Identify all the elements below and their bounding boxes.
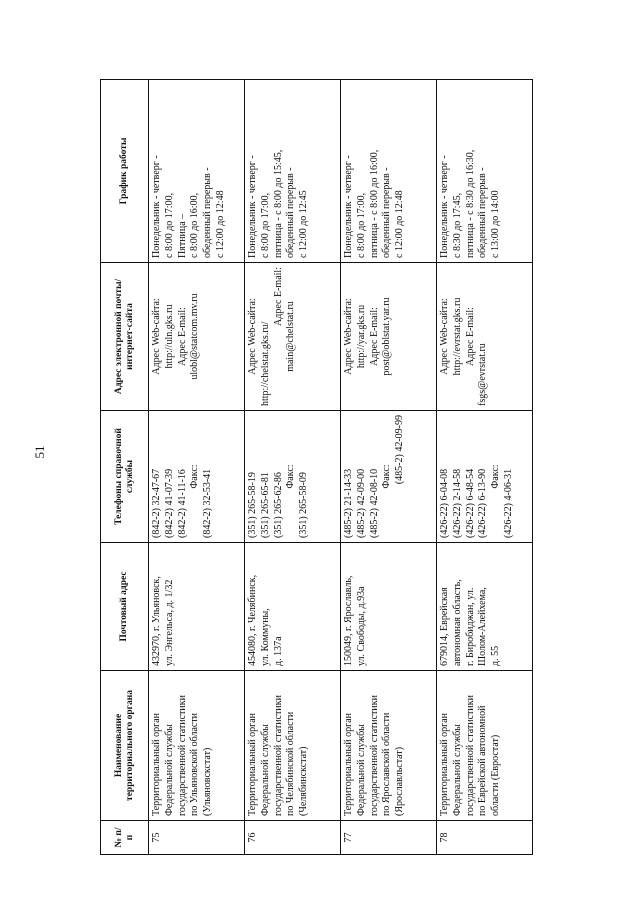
organ-name-line: по Ульяновской области: [189, 712, 201, 816]
work-schedule: [341, 80, 437, 263]
email-website-line: Адрес Web-сайта:: [343, 298, 354, 375]
work-schedule: [437, 80, 533, 263]
organ-name: [437, 671, 533, 821]
work-schedule-line: обеденный перерыв -: [202, 167, 214, 258]
organ-name-line: государственной статистики: [272, 695, 284, 816]
work-schedule-line: Понедельник - четверг -: [439, 155, 450, 258]
organ-name-line: государственной статистики: [464, 695, 476, 816]
postal-address: [437, 543, 533, 671]
header-schedule: График работы: [101, 80, 149, 263]
phones: [341, 411, 437, 543]
phones-line: (351) 265-65-81: [259, 472, 271, 538]
email-website-line: ulobl@statcom.mv.ru: [189, 293, 201, 380]
work-schedule-line: Понедельник - четверг -: [247, 155, 258, 258]
organ-name-line: Федеральной службы: [355, 724, 367, 816]
work-schedule-line: с 12:00 до 12:45: [298, 190, 310, 258]
phones-line: Факс:: [490, 464, 502, 489]
postal-address-line: 150049, г. Ярославль,: [343, 575, 354, 666]
phones-line: (351) 265-62-86: [272, 472, 284, 538]
organ-name-line: по Ярославской области: [381, 712, 393, 816]
row-number: 77: [341, 821, 437, 855]
email-website-line: Адрес E-mail:: [368, 307, 380, 366]
phones: [437, 411, 533, 543]
email-website-line: main@chelstat.ru: [285, 301, 297, 372]
organ-name: [341, 671, 437, 821]
table-row: [437, 80, 533, 855]
organ-name-line: Территориальный орган: [151, 713, 162, 816]
work-schedule-line: пятница - с 8:30 до 16:30,: [464, 149, 476, 258]
email-website-line: http://yar.gks.ru: [355, 304, 367, 369]
organ-name-line: (Ярославльстат): [394, 746, 406, 816]
table-row: [149, 80, 245, 855]
row-number: 76: [245, 821, 341, 855]
work-schedule-line: с 8:00 до 17:00,: [163, 192, 175, 258]
postal-address-line: ул. Энгельса, д. 1/32: [163, 579, 175, 666]
email-website: [341, 263, 437, 411]
work-schedule-line: с 8:30 до 17:45,: [451, 192, 463, 258]
header-address: Почтовый адрес: [101, 543, 149, 671]
organ-name-line: государственной статистики: [176, 695, 188, 816]
email-website-line: Адрес Web-сайта:: [439, 298, 450, 375]
postal-address: [245, 543, 341, 671]
postal-address-line: 679014, Еврейская: [439, 587, 450, 666]
phones-line: Факс:: [285, 464, 297, 489]
work-schedule-line: обеденный перерыв -: [381, 167, 393, 258]
work-schedule-line: с 8:00 до 16:00,: [189, 192, 201, 258]
phones-line: (485-2) 42-09-00: [355, 468, 367, 538]
email-website-line: http://uln.gks.ru: [163, 304, 175, 369]
row-number: 75: [149, 821, 245, 855]
phones-line: (485-2) 21-14-33: [343, 468, 354, 538]
phones-line: (842-2) 32-53-41: [202, 468, 214, 538]
row-number: 78: [437, 821, 533, 855]
email-website-line: fsgs@evrstat.ru: [477, 343, 489, 406]
organ-name-line: (Челябинскстат): [298, 746, 310, 816]
organ-name-line: по Челябинской области: [285, 711, 297, 816]
phones: [149, 411, 245, 543]
email-website-line: Адрес E-mail:: [272, 267, 284, 326]
postal-address-line: автономная область,: [451, 579, 463, 666]
rotated-table-container: [100, 80, 532, 855]
table-row: [341, 80, 437, 855]
work-schedule-line: с 13:00 до 14:00: [490, 190, 502, 258]
phones-line: (426-22) 2-14-58: [451, 468, 463, 538]
email-website-line: Адрес Web-сайта:: [151, 298, 162, 375]
email-website: [149, 263, 245, 411]
work-schedule-line: обеденный перерыв -: [285, 167, 297, 258]
email-website-line: Адрес E-mail:: [464, 307, 476, 366]
postal-address-line: ул. Коммуны,: [259, 608, 271, 666]
organ-name-line: Территориальный орган: [343, 713, 354, 816]
organ-name: [149, 671, 245, 821]
email-website-line: Адрес E-mail:: [176, 307, 188, 366]
phones-line: (351) 265-58-09: [298, 472, 310, 538]
work-schedule-line: пятница - с 8:00 до 15:45,: [272, 149, 284, 258]
organ-name-line: Территориальный орган: [439, 713, 450, 816]
postal-address-line: 454080, г. Челябинск,: [247, 574, 258, 666]
postal-address-line: д. 55: [490, 645, 502, 666]
phones-line: (351) 265-58-19: [247, 472, 258, 538]
table-header-row: [101, 80, 149, 855]
postal-address-line: ул. Свободы, д.93а: [355, 586, 367, 666]
work-schedule-line: с 12:00 до 12:48: [214, 190, 226, 258]
phones-line: (426-22) 6-13-90: [477, 468, 489, 538]
organ-name-line: государственной статистики: [368, 695, 380, 816]
email-website: [437, 263, 533, 411]
header-email: Адрес электронной почты/ интернет-сайта: [101, 263, 149, 411]
phones-line: (485-2) 42-09-99: [394, 415, 406, 485]
email-website-line: http://evrstat.gks.ru: [451, 297, 463, 376]
phones-line: (485-2) 42-08-10: [368, 468, 380, 538]
organ-name-line: (Ульяновскстат): [202, 747, 214, 816]
organ-name-line: Федеральной службы: [163, 724, 175, 816]
phones-line: Факс:: [381, 464, 393, 489]
work-schedule-line: Понедельник - четверг -: [343, 155, 354, 258]
header-name: Наименование территориального органа: [101, 671, 149, 821]
page-number: 51: [32, 445, 47, 459]
phones-line: (426-22) 6-48-54: [464, 468, 476, 538]
work-schedule-line: с 8:00 до 17:00,: [259, 192, 271, 258]
organ-name-line: по Еврейской автономной: [477, 705, 489, 816]
territorial-bodies-table: [100, 79, 533, 855]
phones-line: (426-22) 6-04-08: [439, 468, 450, 538]
phones-line: Факс:: [189, 464, 201, 489]
postal-address-line: 432970, г. Ульяновск,: [151, 576, 162, 666]
header-phones: Телефоны справочной службы: [101, 411, 149, 543]
work-schedule-line: Пятница –: [176, 213, 188, 258]
organ-name-line: Федеральной службы: [259, 724, 271, 816]
organ-name-line: области (Евростат): [490, 734, 502, 816]
postal-address-line: Шолом-Алейхема,: [477, 587, 489, 666]
phones-line: (842-2) 41-11-16: [176, 469, 188, 538]
organ-name-line: Федеральной службы: [451, 724, 463, 816]
postal-address: [341, 543, 437, 671]
work-schedule-line: обеденный перерыв -: [477, 167, 489, 258]
organ-name-line: Территориальный орган: [247, 713, 258, 816]
work-schedule: [149, 80, 245, 263]
work-schedule-line: с 8:00 до 17:00,: [355, 192, 367, 258]
work-schedule-line: Понедельник - четверг -: [151, 155, 162, 258]
table-row: [245, 80, 341, 855]
postal-address: [149, 543, 245, 671]
phones-line: (842-2) 41-07-39: [163, 468, 175, 538]
email-website-line: http://chelstat.gks.ru/: [259, 321, 271, 406]
email-website: [245, 263, 341, 411]
email-website-line: post@oblstat.yar.ru: [381, 297, 393, 376]
work-schedule-line: пятница - с 8:00 до 16:00,: [368, 149, 380, 258]
phones: [245, 411, 341, 543]
postal-address-line: д. 137а: [272, 636, 284, 666]
postal-address-line: г. Биробиджан, ул.: [464, 587, 476, 666]
email-website-line: Адрес Web-сайта:: [247, 298, 258, 375]
organ-name: [245, 671, 341, 821]
work-schedule-line: с 12:00 до 12:48: [394, 190, 406, 258]
header-num: № п/п: [101, 821, 149, 855]
phones-line: (426-22) 4-06-31: [502, 468, 514, 538]
work-schedule: [245, 80, 341, 263]
phones-line: (842-2) 32-47-67: [151, 468, 162, 538]
